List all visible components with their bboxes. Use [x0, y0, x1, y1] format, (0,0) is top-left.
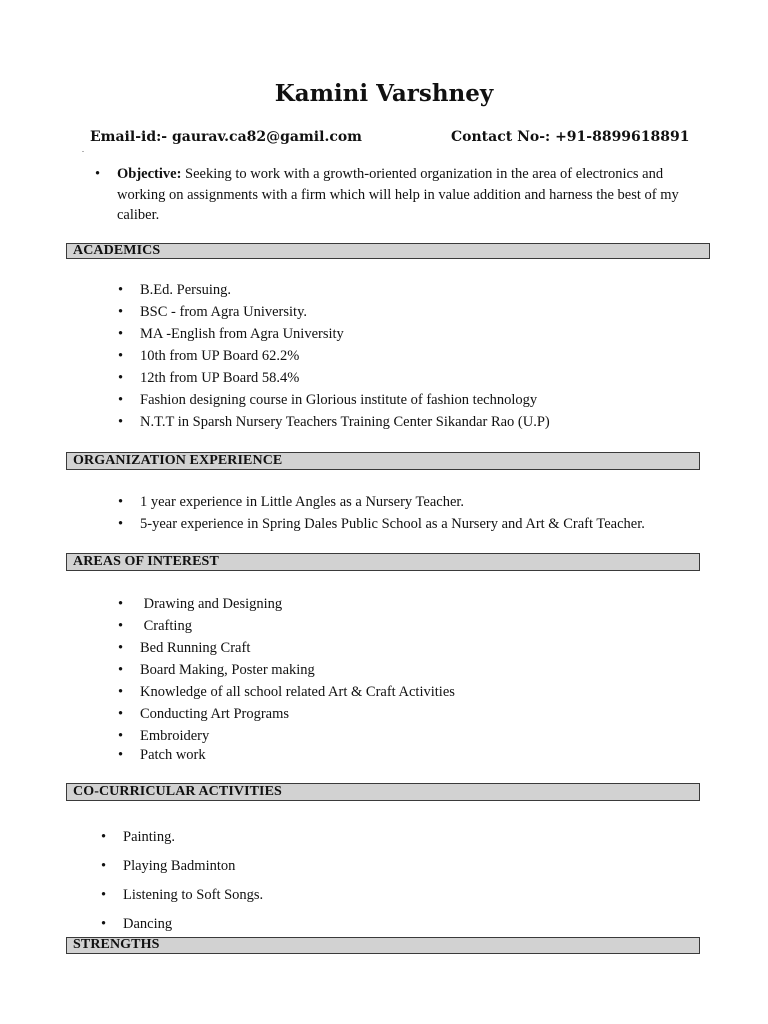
email-block [90, 129, 362, 145]
stray-mark: . [82, 145, 84, 154]
objective-text: Seeking to work with a growth-oriented organization in the area of electronics and working on assignments with a firm which will help in value addition and harness the best of my caliber. [117, 166, 679, 223]
list-item: • Painting. [101, 823, 263, 852]
list-item: • Conducting Art Programs [118, 703, 455, 725]
objective-block [95, 164, 700, 226]
section-header-academics: ACADEMICS [66, 243, 710, 259]
list-item: • 12th from UP Board 58.4% [118, 367, 550, 389]
list-item: • Crafting [118, 615, 455, 637]
section-header-experience: ORGANIZATION EXPERIENCE [66, 452, 700, 470]
section-header-strengths: STRENGTHS [66, 937, 700, 954]
section-header-cocurricular: CO-CURRICULAR ACTIVITIES [66, 783, 700, 801]
list-item: • Dancing [101, 910, 263, 939]
objective-label: Objective: [117, 166, 182, 182]
list-item: • N.T.T in Sparsh Nursery Teachers Training Center Sikandar Rao (U.P) [118, 411, 550, 433]
phone-block [451, 129, 690, 145]
cocurricular-list [101, 823, 263, 939]
contact-label: Contact No-: [451, 129, 551, 145]
list-item: • Playing Badminton [101, 852, 263, 881]
list-item: • 1 year experience in Little Angles as a Nursery Teacher. [118, 491, 645, 513]
list-item: • Knowledge of all school related Art & Craft Activities [118, 681, 455, 703]
candidate-name: Kamini Varshney [274, 80, 494, 107]
email-label: Email-id:- [90, 129, 168, 145]
list-item: • 10th from UP Board 62.2% [118, 345, 550, 367]
email-value: gaurav.ca82@gamil.com [171, 129, 362, 145]
list-item: • Embroidery [118, 725, 455, 747]
objective-text-block [117, 164, 700, 226]
list-item: • Listening to Soft Songs. [101, 881, 263, 910]
list-item: • Board Making, Poster making [118, 659, 455, 681]
academics-list [118, 279, 550, 433]
interests-list [118, 593, 455, 766]
phone-value: +91-8899618891 [555, 129, 690, 145]
list-item: • Patch work [118, 744, 455, 766]
experience-list [118, 491, 645, 535]
list-item: • BSC - from Agra University. [118, 301, 550, 323]
section-header-interests: AREAS OF INTEREST [66, 553, 700, 571]
list-item: • Bed Running Craft [118, 637, 455, 659]
list-item: • 5-year experience in Spring Dales Public School as a Nursery and Art & Craft Teacher. [118, 513, 645, 535]
list-item: • B.Ed. Persuing. [118, 279, 550, 301]
list-item: • Drawing and Designing [118, 593, 455, 615]
bullet-icon: • [95, 166, 101, 182]
list-item: • Fashion designing course in Glorious institute of fashion technology [118, 389, 550, 411]
list-item: • MA -English from Agra University [118, 323, 550, 345]
